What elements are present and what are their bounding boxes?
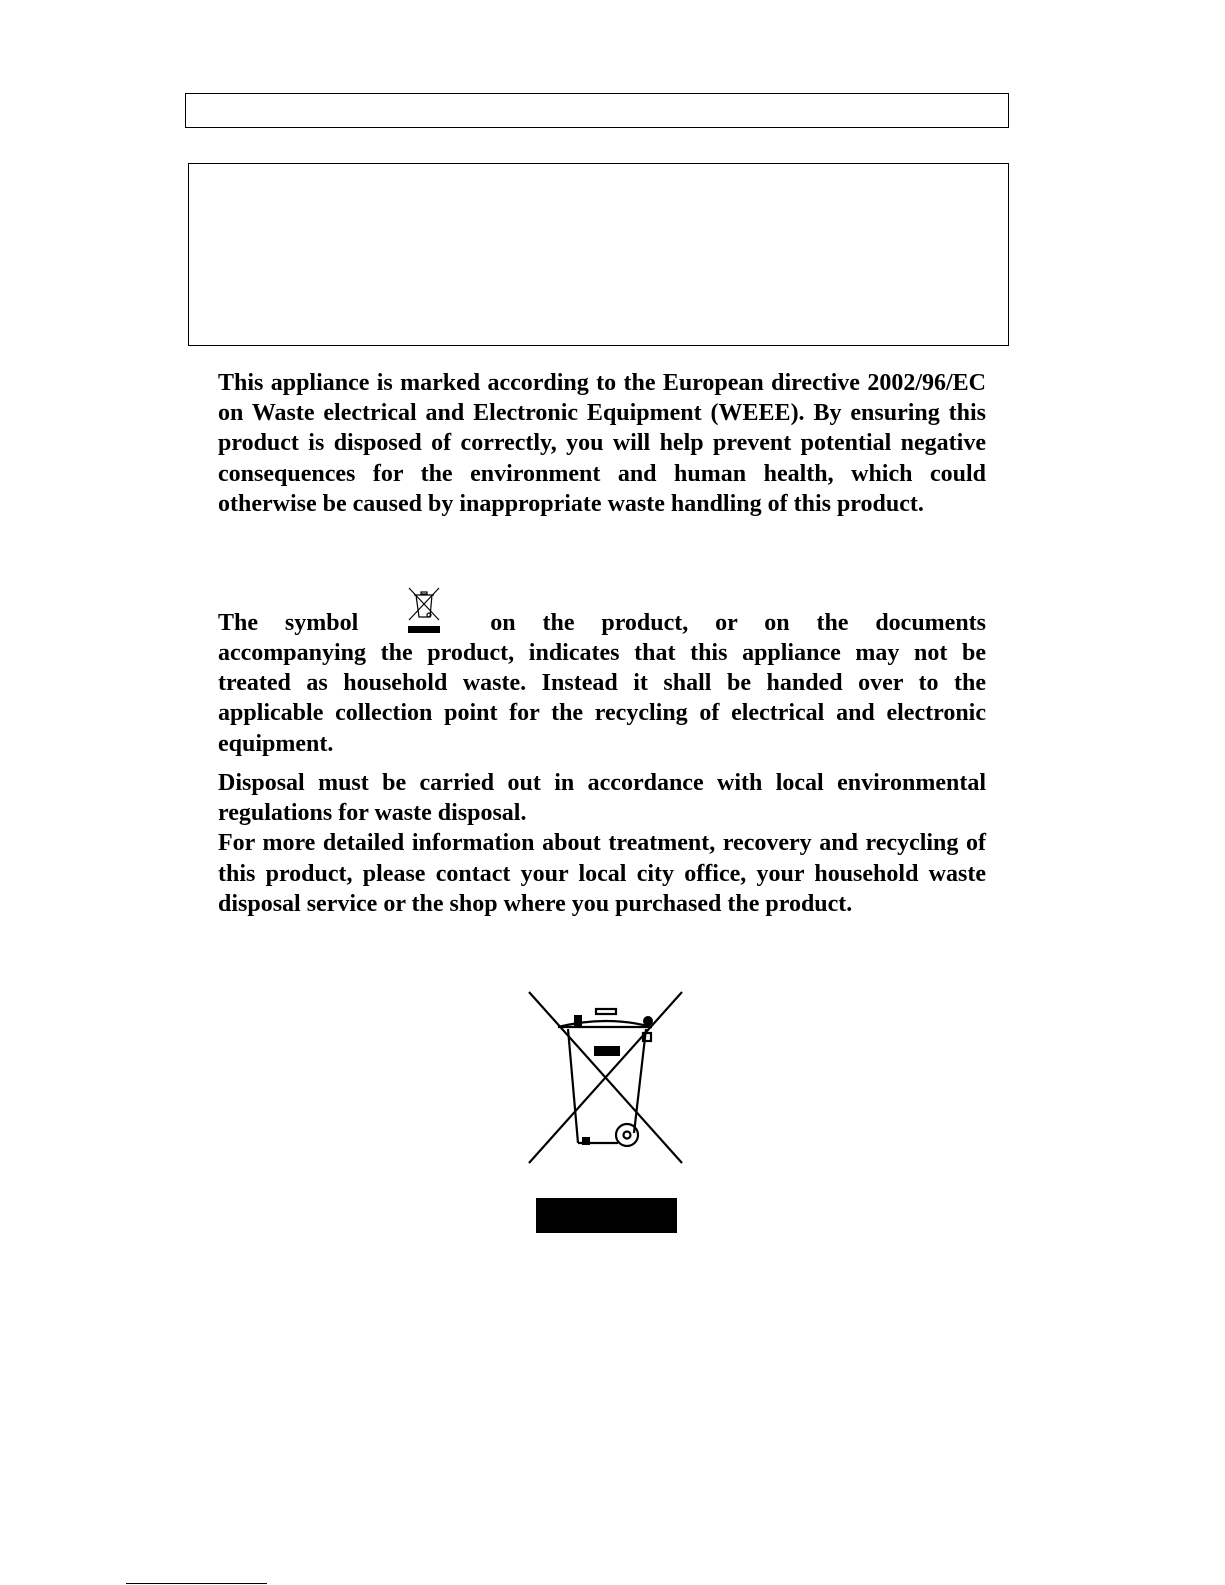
- symbol-meaning-paragraph: [218, 590, 986, 759]
- blank-frame: [188, 163, 1009, 346]
- paragraph-text: For more detailed information about treatment, recovery and recycling of this product, please contact your local city office, your household waste disposal service or the shop where you purchased the product.: [218, 830, 986, 917]
- paragraph-text-start: The symbol: [218, 609, 359, 636]
- weee-directive-paragraph: [218, 368, 986, 519]
- weee-crossed-bin-icon: [406, 586, 442, 634]
- disposal-paragraph: [218, 768, 986, 919]
- header-frame: [185, 93, 1009, 128]
- paragraph-text: This appliance is marked according to the European directive 2002/96/EC on Waste electrical and Electronic Equipment (WEEE). By ensuring this product is disposed of correctly, you will help prevent potential negative consequences for the environment and human health, which could otherwise be caused by inappropriate waste handling of this product.: [218, 370, 986, 517]
- paragraph-text: Disposal must be carried out in accordance with local environmental regulations for waste disposal.: [218, 770, 986, 827]
- paragraph-text-end: on the product, or on the documents accompanying the product, indicates that this appliance may not be treated as household waste. Instead it shall be handed over to the applicable collection point for the recycling of electrical and electronic equipment.: [218, 609, 987, 757]
- paragraph-text: [218, 590, 986, 759]
- footnote-rule: [126, 1583, 267, 1584]
- weee-crossed-bin-icon: [522, 985, 692, 1240]
